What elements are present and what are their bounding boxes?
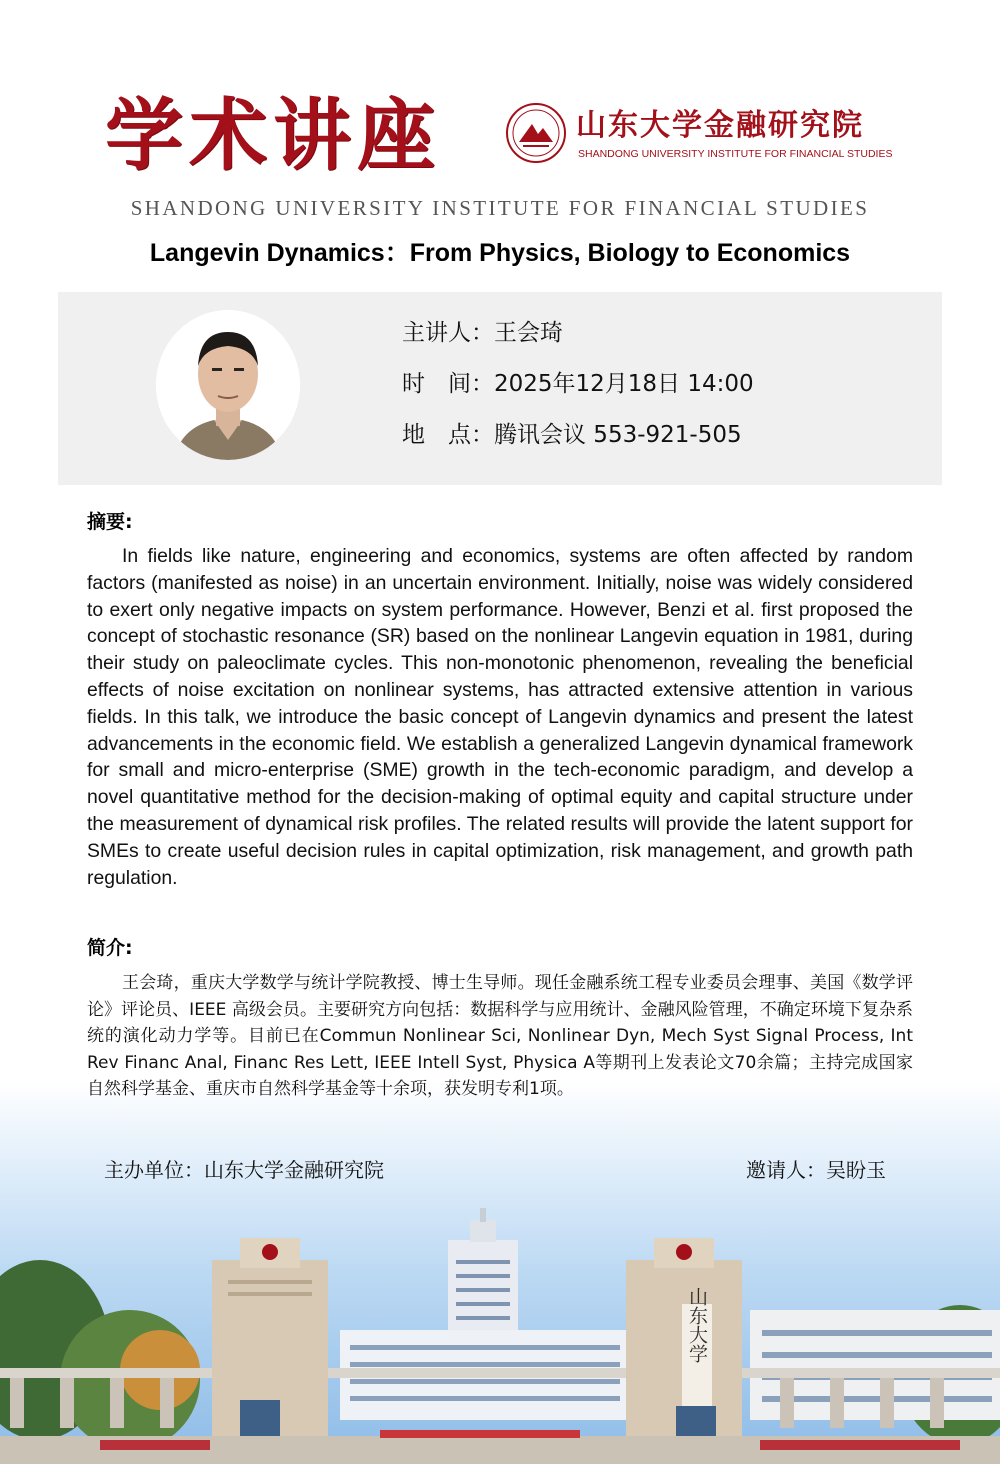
abstract-heading: 摘要:	[87, 511, 133, 533]
time-label: 时 间：	[402, 371, 494, 397]
bio-heading: 简介:	[87, 937, 133, 959]
poster-title: 学术讲座	[105, 90, 442, 181]
institute-logo-icon	[505, 102, 567, 164]
talk-title: Langevin Dynamics：From Physics, Biology to Economics	[149, 239, 851, 267]
time-row	[402, 366, 754, 402]
campus-gate-illustration	[0, 1200, 1000, 1464]
bio-text: 王会琦，重庆大学数学与统计学院教授、博士生导师。现任金融系统工程专业委员会理事、美国《数学评论》评论员、IEEE 高级会员。主要研究方向包括：数据科学与应用统计、金融风险管理，不确定环境下复杂系统的演化动力学等。目前已在Commun Nonlinear Sci, Nonlinear Dyn, Mech Syst Signal Process, Int Rev Financ Anal, Financ Res Lett, IEEE Intell Syst, Physica A等期刊上发表论文70余篇；主持完成国家自然科学基金、重庆市自然科学基金等十余项，获发明专利1项。	[87, 973, 913, 1099]
speaker-name: 王会琦	[494, 320, 563, 346]
header-banner-en: SHANDONG UNIVERSITY INSTITUTE FOR FINANCIAL STUDIES	[130, 196, 870, 220]
place-value: 腾讯会议 553-921-505	[494, 422, 742, 448]
place-label: 地 点：	[402, 422, 494, 448]
inviter: 邀请人：吴盼玉	[746, 1158, 886, 1182]
time-value: 2025年12月18日 14:00	[494, 371, 754, 397]
organizer: 主办单位：山东大学金融研究院	[104, 1158, 384, 1182]
institute-name-cn: 山东大学金融研究院	[576, 108, 864, 143]
abstract-text: In fields like nature, engineering and economics, systems are often affected by random factors (manifested as noise) in an uncertain environment. Initially, noise was widely considered to exert only negative impacts on system performance. However, Benzi et al. first proposed the concept of stochastic resonance (SR) based on the nonlinear Langevin equation in 1981, during their study on paleoclimate cycles. This non-monotonic phenomenon, revealing the beneficial effects of noise excitation on nonlinear systems, has attracted extensive attention in various fields. In this talk, we introduce the basic concept of Langevin dynamics and present the latest advancements in the economic field. We establish a generalized Langevin dynamical framework for small and micro-enterprise (SME) growth in the tech-economic paradigm, and develop a novel quantitative method for the decision-making of optimal equity and capital structure under the measurement of dynamical risk profiles. The related results will provide the latent support for SMEs to create useful decision rules in capital optimization, risk management, and growth path regulation.	[87, 545, 913, 889]
speaker-label: 主讲人：	[402, 320, 494, 346]
speaker-row	[402, 315, 563, 351]
speaker-photo	[156, 310, 300, 460]
gate-sign: 山东大学	[686, 1287, 708, 1363]
speaker-portrait-icon	[156, 310, 300, 460]
speaker-info-panel	[58, 292, 942, 485]
institute-name-en: SHANDONG UNIVERSITY INSTITUTE FOR FINANCIAL STUDIES	[578, 148, 893, 160]
place-row	[402, 417, 742, 453]
